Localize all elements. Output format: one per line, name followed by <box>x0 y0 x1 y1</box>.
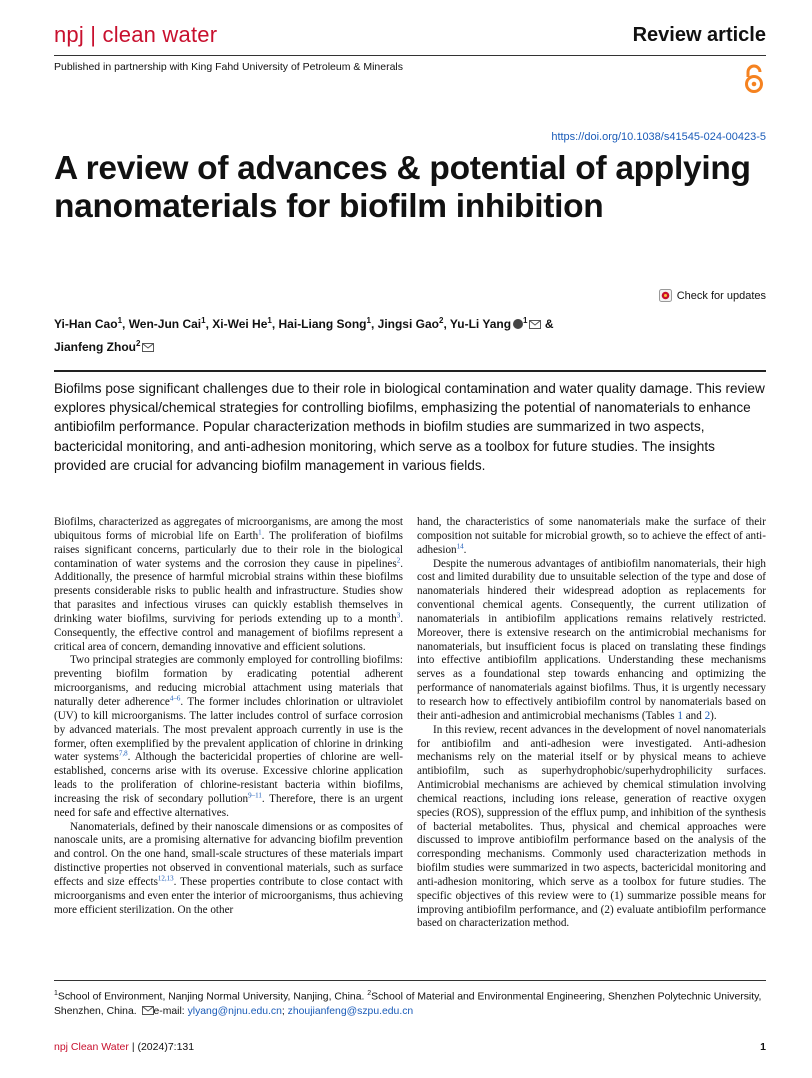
citation-link[interactable]: 2 <box>396 555 401 564</box>
body-paragraph <box>54 654 403 820</box>
email-envelope-icon[interactable] <box>529 320 541 329</box>
author-name[interactable]: Hai-Liang Song <box>278 317 367 331</box>
author-name[interactable]: Xi-Wei He <box>212 317 268 331</box>
body-text: hand, the characteristics of some nanomaterials make the surface of their composition not suitable for microbial growth, so to achieve the effect of anti-adhesion <box>417 516 766 556</box>
body-text: Despite the numerous advantages of antibiofilm nanomaterials, their high cost and limited durability due to unsuitable selection of the type and dose of nanomaterials hindered their widespread adoption as replacements for conventional chemical agents. Consequently, the current utilization of nanomaterials in antibiofilm applications remains relatively restricted. Moreover, there is extensive research on the antimicrobial mechanisms for nanomaterials, but insufficient focus is placed on translating these findings into effective antibiofilm applications. Understanding these mechanisms serves as a foundational step towards enhancing and optimizing the performance of nanomaterials against biofilms. Thus, it is urgently necessary to research how to effectively antibiofilm control by nanomaterials based on their anti-adhesion and antimicrobial mechanisms (Tables <box>417 557 766 722</box>
body-text: . <box>463 543 467 556</box>
author-name[interactable]: Wen-Jun Cai <box>128 317 202 331</box>
citation-link[interactable]: 12,13 <box>157 874 174 883</box>
body-text: In this review, recent advances in the development of novel nanomaterials for antibiofilm and anti-adhesion were investigated. Anti-adhesion mechanisms rely on the material itself or by physical means to achieve antibiofilm, such as superhydrophobic/superhydrophilicity surfaces. Antimicrobial mechanisms are achieved by chemical stimulation involving chemical reactions, including ions release, generation of reactive oxygen species (ROS), suppression of the efflux pump, and inhibition of the synthesis of bacterial metabolites. Thus, physical and chemical approaches were discussed to improve antibiofilm performance based on the analysis of the corresponding mechanisms. Commonly used characterization methods in biofilm studies were summarized in two aspects, bactericidal monitoring and anti-adhesion monitoring, which serve as a toolbox for future studies. The specific objectives of this review were to (1) summarize possible means for improving antibiofilm performance, and (2) evaluate antibiofilm performance based on characterization method. <box>417 723 766 930</box>
email-envelope-icon[interactable] <box>142 343 154 352</box>
affiliations <box>54 986 766 1019</box>
affiliation-number: 2 <box>367 990 372 997</box>
author-affiliation-number: 2 <box>439 316 444 325</box>
author-name[interactable]: Jingsi Gao <box>377 317 439 331</box>
email-label: e-mail: <box>153 1006 188 1018</box>
citation-link[interactable]: 1 <box>258 528 262 537</box>
body-text: . Additionally, the presence of harmful microbial strains within these biofilms presents considerable risks to public health and infrastructure. Studies show that parasites and infectious viruses can quickly establish themselves in drinking water biofilms, surviving for periods extending up to a month <box>54 557 403 625</box>
check-for-updates-button[interactable] <box>659 289 766 302</box>
citation-link[interactable]: 4–6 <box>169 694 181 703</box>
citation-link[interactable]: 14 <box>456 541 464 550</box>
author-list: Yi-Han Cao$^1$, Wen-Jun Cai$^1$, Xi-Wei He$^1$, Hai-Liang Song$^1$, Jingsi Gao$^2$, Yu-Li Yang $^1$ & Jianfeng Zhou$^2$ <box>54 316 554 354</box>
body-text: . Consequently, the effective control and management of biofilms represent a critical area of concern, demanding innovative and efficient solutions. <box>54 612 403 653</box>
check-updates-label: Check for updates <box>676 289 766 302</box>
table-link[interactable]: 2 <box>704 709 711 722</box>
affiliation-text: School of Environment, Nanjing Normal University, Nanjing, China. <box>57 991 368 1003</box>
author-name[interactable]: Jianfeng Zhou <box>54 340 136 354</box>
body-paragraph <box>417 724 766 932</box>
body-text: . The former includes chlorination or ultraviolet (UV) to kill microorganisms. The latter includes control of surface corrosion by advanced materials. The most prevalent approach currently in use is the former, often exemplified by the prevalent application of chlorine in drinking water systems <box>54 695 404 764</box>
footnote-rule <box>54 980 766 981</box>
body-paragraph <box>417 516 766 558</box>
citation-link[interactable]: 9–11 <box>248 791 262 800</box>
email-envelope-icon <box>142 1006 154 1015</box>
email-separator: ; <box>281 1006 288 1018</box>
author-affiliation-number: 1 <box>201 316 206 325</box>
table-link[interactable]: 1 <box>677 709 683 722</box>
abstract: Biofilms pose significant challenges due to their role in biological contamination and water quality damage. This review explores physical/chemical strategies for controlling biofilms, emphasizing the potential of nanomaterials to enhance antibiofilm performance. Popular characterization methods in biofilm studies are summarized in two aspects, bactericidal monitoring, and anti-adhesion monitoring, which serve as a toolbox for future studies. The insights provided are crucial for advancing biofilm management in various fields. <box>54 381 765 473</box>
email-link[interactable]: ylyang@njnu.edu.cn <box>187 1006 282 1018</box>
author-name[interactable]: Yu-Li Yang <box>449 317 512 331</box>
email-link[interactable]: zhoujianfeng@szpu.edu.cn <box>287 1006 414 1018</box>
author-conjunction: & <box>544 317 554 331</box>
body-text: . The proliferation of biofilms raises significant concerns, particularly due to their role in the biological contamination of water systems and the corrosion they cause in pipelines <box>54 529 403 570</box>
author-affiliation-number: 1 <box>117 316 123 325</box>
header-rule <box>54 55 766 56</box>
article-title: A review of advances & potential of applying nanomaterials for biofilm inhibition <box>54 150 751 225</box>
doi-link[interactable]: https://doi.org/10.1038/s41545-024-00423-5 <box>551 131 766 143</box>
citation-link[interactable]: 3 <box>396 611 401 620</box>
brand-prefix: npj <box>54 22 84 47</box>
body-text: Nanomaterials, defined by their nanoscale dimensions or as composites of nanoscale units, are a promising alternative for advancing biofilm prevention and control. On the one hand, small-scale structures of these materials impart distinctive properties not observed in conventional materials, such as surface effects and size effects <box>54 820 403 888</box>
journal-brand[interactable] <box>54 22 217 48</box>
author-affiliation-number: 2 <box>136 339 141 348</box>
article-type: Review article <box>632 24 766 46</box>
open-access-lock-icon[interactable] <box>742 64 766 94</box>
footer-journal-link[interactable]: npj Clean Water <box>54 1041 129 1053</box>
author-name[interactable]: Yi-Han Cao <box>54 317 118 331</box>
brand-journal-name: clean water <box>102 22 218 47</box>
body-text: . Therefore, there is an urgent need for safe and effective alternatives. <box>54 792 403 819</box>
body-column-right <box>417 516 766 931</box>
body-text: . Although the bactericidal properties of chlorine are well-established, concerns arise with its overuse. Excessive chlorine application leads to the proliferation of chlorine-resistant bacteria within biofilms, increasing the risk of secondary pollution <box>54 751 404 805</box>
affiliation-number: 1 <box>54 990 58 997</box>
body-paragraph <box>54 821 403 918</box>
body-column-left <box>54 516 403 917</box>
body-paragraph <box>417 558 766 724</box>
body-text: Biofilms, characterized as aggregates of microorganisms, are among the most ubiquitous forms of microbial life on Earth <box>54 516 403 542</box>
affiliation-text: School of Material and Environmental Engineering, Shenzhen Polytechnic University, Shenzhen, China. <box>54 991 762 1018</box>
body-text: ). <box>710 709 717 722</box>
check-updates-icon <box>659 289 672 302</box>
partnership-note: Published in partnership with King Fahd University of Petroleum & Minerals <box>54 61 403 73</box>
author-affiliation-number: 1 <box>523 316 528 325</box>
body-text: and <box>682 709 705 722</box>
author-affiliation-number: 1 <box>267 316 272 325</box>
footer-citation-text: | (2024)7:131 <box>128 1041 195 1053</box>
body-text: Two principal strategies are commonly employed for controlling biofilms: preventing biofilm formation by eradicating potential adherent microorganisms, and reducing microbial attachment using materials that naturally deter adherence <box>54 654 403 708</box>
citation-link[interactable]: 7,8 <box>118 749 128 758</box>
footer-citation <box>54 1041 194 1053</box>
page-number: 1 <box>760 1041 766 1053</box>
brand-separator: | <box>90 22 97 47</box>
body-paragraph <box>54 516 403 654</box>
author-affiliation-number: 1 <box>366 316 371 325</box>
orcid-icon[interactable] <box>513 319 523 329</box>
body-text: . These properties contribute to close contact with microorganisms and even enter the interior of microorganisms, thus achieving more efficient sterilization. On the other <box>54 875 403 916</box>
abstract-rule <box>54 370 766 372</box>
